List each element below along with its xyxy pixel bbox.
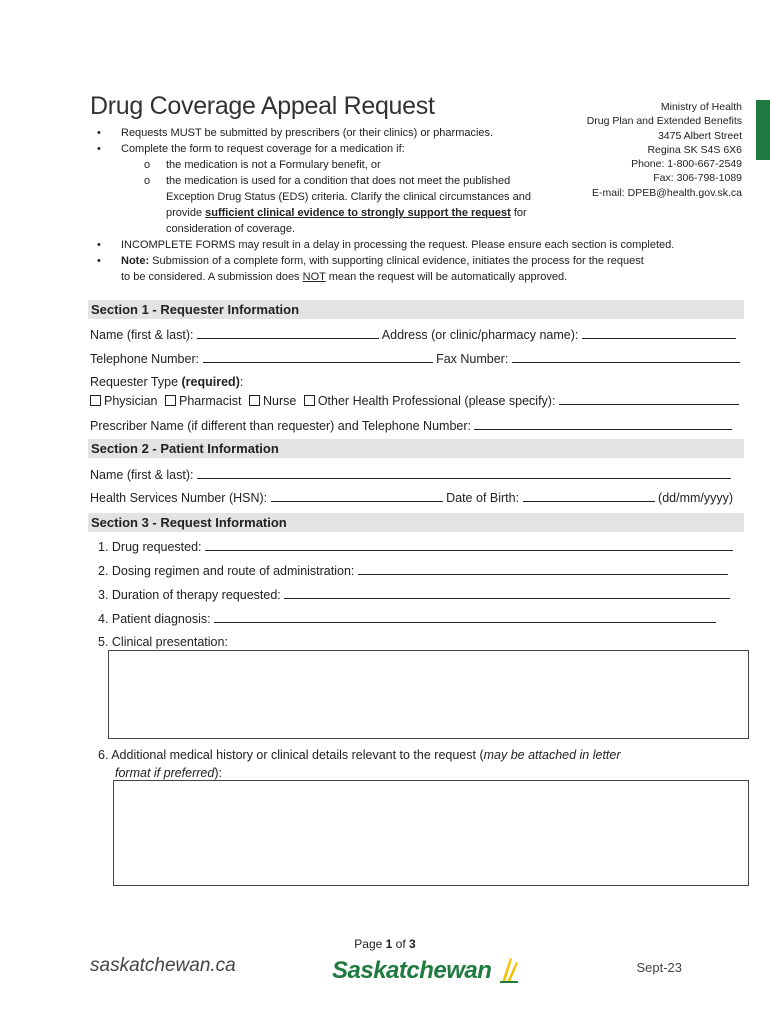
page-number: Page 1 of 3 (354, 937, 416, 951)
requester-address-field[interactable] (582, 327, 736, 339)
medical-history-label-cont: format if preferred): (115, 766, 222, 780)
patient-name-field[interactable] (197, 467, 731, 479)
prescriber-field[interactable] (474, 418, 732, 430)
ministry-address-block (522, 100, 742, 200)
wheat-sheaf-icon (498, 954, 520, 984)
ministry-line: Regina SK S4S 6X6 (647, 143, 742, 156)
section1-header: Section 1 - Requester Information (88, 300, 744, 319)
instruction-bullet: • Complete the form to request coverage for a medication if: (97, 143, 405, 155)
instruction-subbullet-cont: Exception Drug Status (EDS) criteria. Clarify the clinical circumstances and (166, 191, 531, 203)
green-edge-tab (756, 100, 770, 160)
requester-name-field[interactable] (197, 327, 379, 339)
requester-name-row: Name (first & last): Address (or clinic/pharmacy name): (90, 327, 736, 342)
saskatchewan-logo: Saskatchewan (332, 954, 520, 985)
other-professional-checkbox[interactable] (304, 395, 315, 406)
clinical-presentation-label: 5. Clinical presentation: (98, 635, 228, 649)
drug-requested-row: 1. Drug requested: (98, 539, 733, 554)
pharmacist-checkbox[interactable] (165, 395, 176, 406)
ministry-line: Fax: 306-798-1089 (653, 172, 742, 185)
instruction-subbullet-cont: provide sufficient clinical evidence to strongly support the request for (166, 207, 527, 219)
instruction-bullet: • INCOMPLETE FORMS may result in a delay in processing the request. Please ensure each section is completed. (97, 239, 675, 251)
section3-header: Section 3 - Request Information (88, 513, 744, 532)
requester-phone-field[interactable] (203, 351, 433, 363)
requester-type-label: Requester Type (required): (90, 375, 244, 389)
instruction-bullet: • Requests MUST be submitted by prescribers (or their clinics) or pharmacies. (97, 127, 494, 139)
dosing-row: 2. Dosing regimen and route of administration: (98, 563, 728, 578)
nurse-checkbox[interactable] (249, 395, 260, 406)
revision-date: Sept-23 (636, 960, 682, 975)
diagnosis-row: 4. Patient diagnosis: (98, 611, 716, 626)
section2-header: Section 2 - Patient Information (88, 439, 744, 458)
requester-phone-row: Telephone Number: Fax Number: (90, 351, 740, 366)
patient-hsn-row: Health Services Number (HSN): Date of Birth: (dd/mm/yyyy) (90, 491, 734, 505)
duration-field[interactable] (284, 587, 730, 599)
instruction-subbullet: o the medication is not a Formulary benefit, or (144, 159, 381, 171)
dob-field[interactable] (523, 490, 655, 502)
instruction-bullet-cont: to be considered. A submission does NOT mean the request will be automatically approved. (121, 271, 568, 283)
form-title: Drug Coverage Appeal Request (90, 92, 435, 120)
dosing-field[interactable] (358, 563, 728, 575)
hsn-field[interactable] (271, 490, 443, 502)
other-professional-field[interactable] (559, 393, 739, 405)
requester-fax-field[interactable] (512, 351, 740, 363)
instruction-subbullet-cont: consideration of coverage. (166, 223, 296, 235)
clinical-presentation-textarea[interactable] (108, 650, 749, 739)
duration-row: 3. Duration of therapy requested: (98, 587, 730, 602)
ministry-line: Phone: 1-800-667-2549 (631, 158, 742, 171)
ministry-line: Drug Plan and Extended Benefits (586, 115, 742, 128)
instruction-subbullet: o the medication is used for a condition that does not meet the published (144, 175, 511, 187)
instruction-bullet: • Note: Submission of a complete form, with supporting clinical evidence, initiates the process for the request (97, 255, 644, 267)
ministry-email: E-mail: DPEB@health.gov.sk.ca (592, 186, 742, 199)
prescriber-row: Prescriber Name (if different than requester) and Telephone Number: (90, 418, 732, 433)
patient-name-row: Name (first & last): (90, 467, 731, 482)
medical-history-label: 6. Additional medical history or clinical details relevant to the request (may be attached in letter (98, 748, 621, 762)
footer-website-link[interactable]: saskatchewan.ca (90, 955, 236, 976)
ministry-line: Ministry of Health (660, 101, 742, 113)
medical-history-textarea[interactable] (113, 780, 749, 886)
drug-requested-field[interactable] (205, 539, 733, 551)
requester-type-options: Physician Pharmacist Nurse Other Health Professional (please specify): (90, 393, 739, 408)
physician-checkbox[interactable] (90, 395, 101, 406)
diagnosis-field[interactable] (214, 611, 716, 623)
ministry-line: 3475 Albert Street (657, 129, 742, 142)
